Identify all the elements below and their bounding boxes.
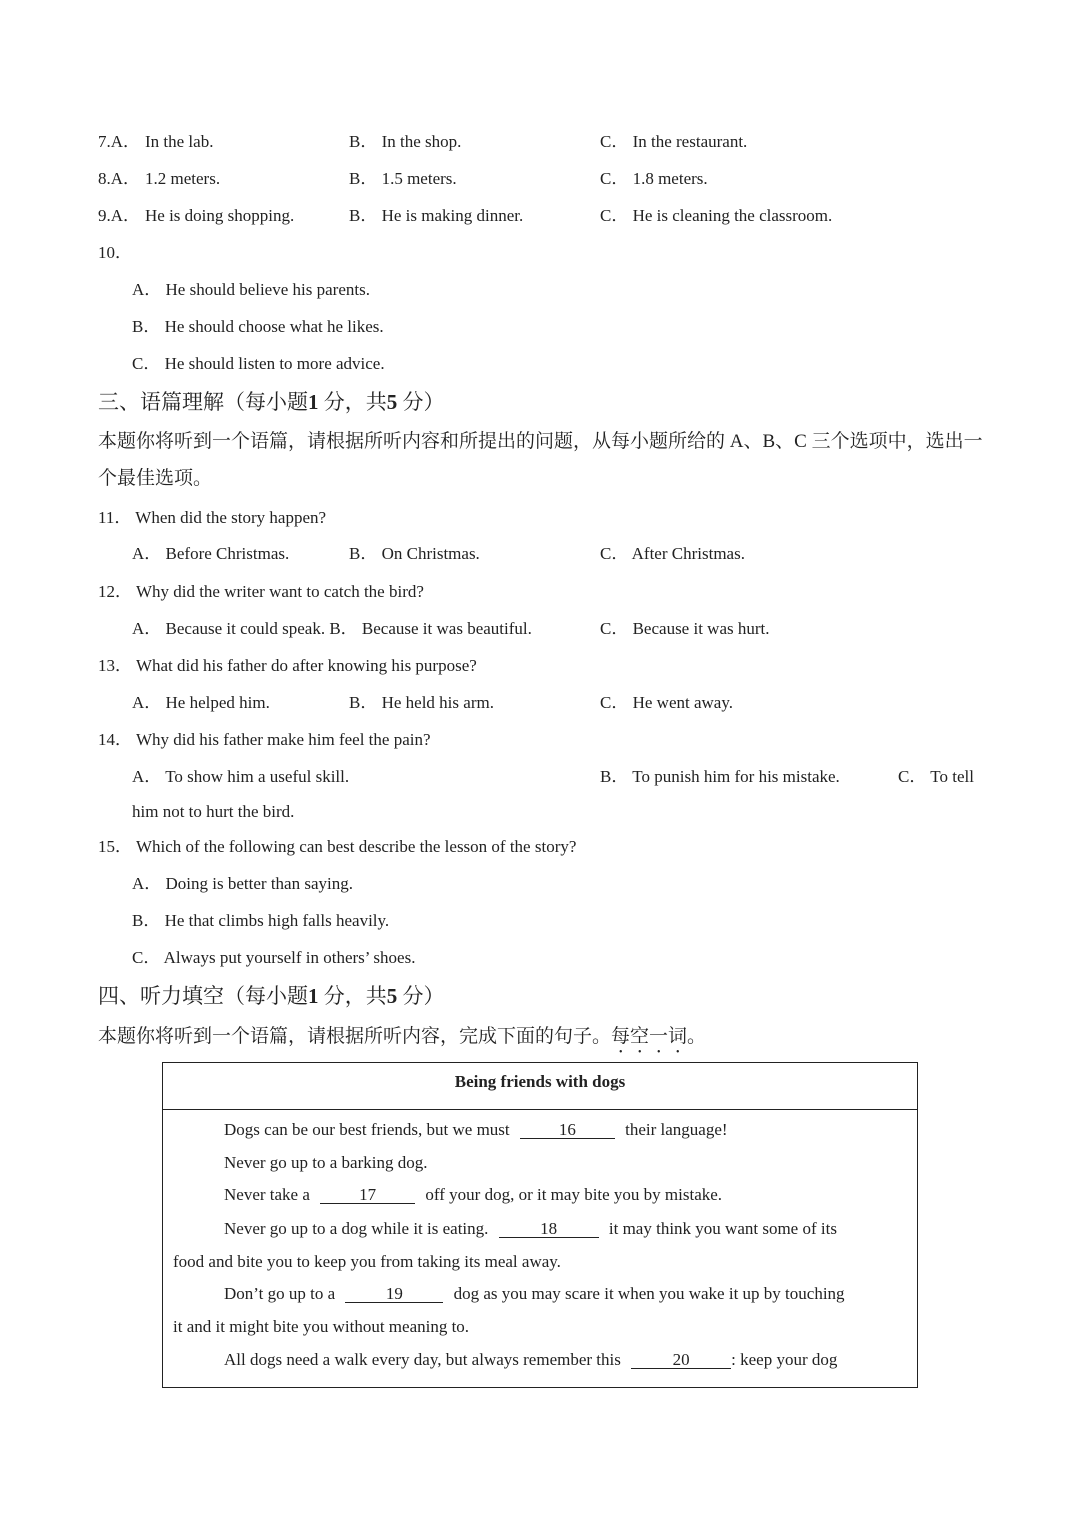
- section3-heading-text: 分）: [397, 390, 445, 414]
- q8-option-b: B． 1.5 meters.: [349, 169, 457, 188]
- passage-line-1: [224, 1120, 728, 1140]
- q13-option-b: B． He held his arm.: [349, 693, 494, 712]
- section4-instruction: [98, 1026, 706, 1058]
- passage-text: their language!: [625, 1120, 728, 1139]
- section4-instruction-text: 本题你将听到一个语篇，请根据所听内容，完成下面的句子。: [98, 1026, 612, 1047]
- q10-option-c: C． He should listen to more advice.: [132, 354, 385, 373]
- passage-text: off your dog, or it may bite you by mistake.: [425, 1185, 723, 1204]
- q15-option-c: C． Always put yourself in others’ shoes.: [132, 948, 416, 967]
- passage-line-5: food and bite you to keep you from taking its meal away.: [173, 1252, 561, 1271]
- section4-instruction-emphasis: 每空一词: [611, 1026, 688, 1047]
- q11-option-a: A． Before Christmas.: [132, 544, 290, 563]
- q10-option-b: B． He should choose what he likes.: [132, 317, 384, 336]
- q12-options-ab: A． Because it could speak. B． Because it was beautiful.: [132, 619, 532, 638]
- q8-option-c: C． 1.8 meters.: [600, 169, 708, 188]
- q9-option-c: C． He is cleaning the classroom.: [600, 206, 833, 225]
- passage-line-3: [224, 1185, 722, 1205]
- passage-line-8: [224, 1350, 837, 1370]
- q8-number: 8.A．: [98, 169, 141, 188]
- section3-instruction-line1: 本题你将听到一个语篇，请根据所听内容和所提出的问题，从每小题所给的 A、B、C 三个选项中，选出一: [98, 431, 983, 452]
- q9-number: 9.A．: [98, 206, 141, 225]
- section3-heading: [98, 389, 445, 415]
- section4-heading-text: 分）: [397, 984, 445, 1008]
- q10-option-a: A． He should believe his parents.: [132, 280, 370, 299]
- q12-option-c: C． Because it was hurt.: [600, 619, 770, 638]
- blank-18[interactable]: 18: [499, 1220, 599, 1238]
- q13-option-a: A． He helped him.: [132, 693, 270, 712]
- section3-points-total: 5: [386, 390, 398, 414]
- blank-17[interactable]: 17: [320, 1186, 415, 1204]
- passage-text: : keep your dog: [731, 1350, 838, 1369]
- q13-option-c: C． He went away.: [600, 693, 733, 712]
- passage-line-6: [224, 1284, 845, 1304]
- q12-question: 12． Why did the writer want to catch the bird?: [98, 582, 424, 601]
- q7-option-c: C． In the restaurant.: [600, 132, 748, 151]
- section4-heading-text: 分，共: [318, 984, 387, 1008]
- q15-option-a: A． Doing is better than saying.: [132, 874, 353, 893]
- blank-20[interactable]: 20: [631, 1351, 731, 1369]
- passage-text: Never take a: [224, 1185, 310, 1204]
- passage-text: Never go up to a dog while it is eating.: [224, 1219, 489, 1238]
- section4-instruction-end: 。: [687, 1026, 707, 1047]
- passage-text: Dogs can be our best friends, but we must: [224, 1120, 510, 1139]
- passage-line-7: it and it might bite you without meaning to.: [173, 1317, 470, 1336]
- passage-text: Don’t go up to a: [224, 1284, 336, 1303]
- section3-heading-text: 分，共: [318, 390, 387, 414]
- section3-heading-text: 三、语篇理解（每小题: [98, 390, 308, 414]
- blank-19[interactable]: 19: [345, 1285, 443, 1303]
- q14-question: 14． Why did his father make him feel the pain?: [98, 730, 431, 749]
- q14-option-b: B． To punish him for his mistake.: [600, 767, 840, 786]
- section3-instruction-line2: 个最佳选项。: [98, 468, 213, 489]
- q10-number: 10．: [98, 243, 132, 262]
- q9-option-b: B． He is making dinner.: [349, 206, 524, 225]
- passage-text: All dogs need a walk every day, but always remember this: [224, 1350, 621, 1369]
- q11-question: 11． When did the story happen?: [98, 508, 327, 527]
- passage-text: it may think you want some of its: [608, 1219, 837, 1238]
- section4-heading: [98, 983, 445, 1009]
- q15-option-b: B． He that climbs high falls heavily.: [132, 911, 390, 930]
- section4-points-total: 5: [386, 984, 398, 1008]
- q7-option-a: In the lab.: [145, 132, 214, 151]
- q15-question: 15． Which of the following can best describe the lesson of the story?: [98, 837, 577, 856]
- blank-16[interactable]: 16: [520, 1121, 615, 1139]
- q7-option-b: B． In the shop.: [349, 132, 462, 151]
- q13-question: 13． What did his father do after knowing his purpose?: [98, 656, 477, 675]
- q14-option-c-continued: him not to hurt the bird.: [132, 802, 295, 821]
- q14-option-c: C． To tell: [898, 767, 974, 786]
- q8-option-a: 1.2 meters.: [145, 169, 221, 188]
- passage-line-4: [224, 1219, 837, 1239]
- passage-line-2: Never go up to a barking dog.: [224, 1153, 428, 1172]
- table-title: Being friends with dogs: [163, 1063, 917, 1110]
- q9-option-a: He is doing shopping.: [145, 206, 295, 225]
- q7-number: 7.A．: [98, 132, 141, 151]
- section3-points-each: 1: [308, 390, 319, 414]
- passage-text: dog as you may scare it when you wake it up by touching: [453, 1284, 845, 1303]
- section4-heading-text: 四、听力填空（每小题: [98, 984, 308, 1008]
- listening-fill-table: [162, 1062, 918, 1388]
- q14-option-a: A． To show him a useful skill.: [132, 767, 350, 786]
- q11-option-b: B． On Christmas.: [349, 544, 480, 563]
- q11-option-c: C． After Christmas.: [600, 544, 745, 563]
- section4-points-each: 1: [308, 984, 319, 1008]
